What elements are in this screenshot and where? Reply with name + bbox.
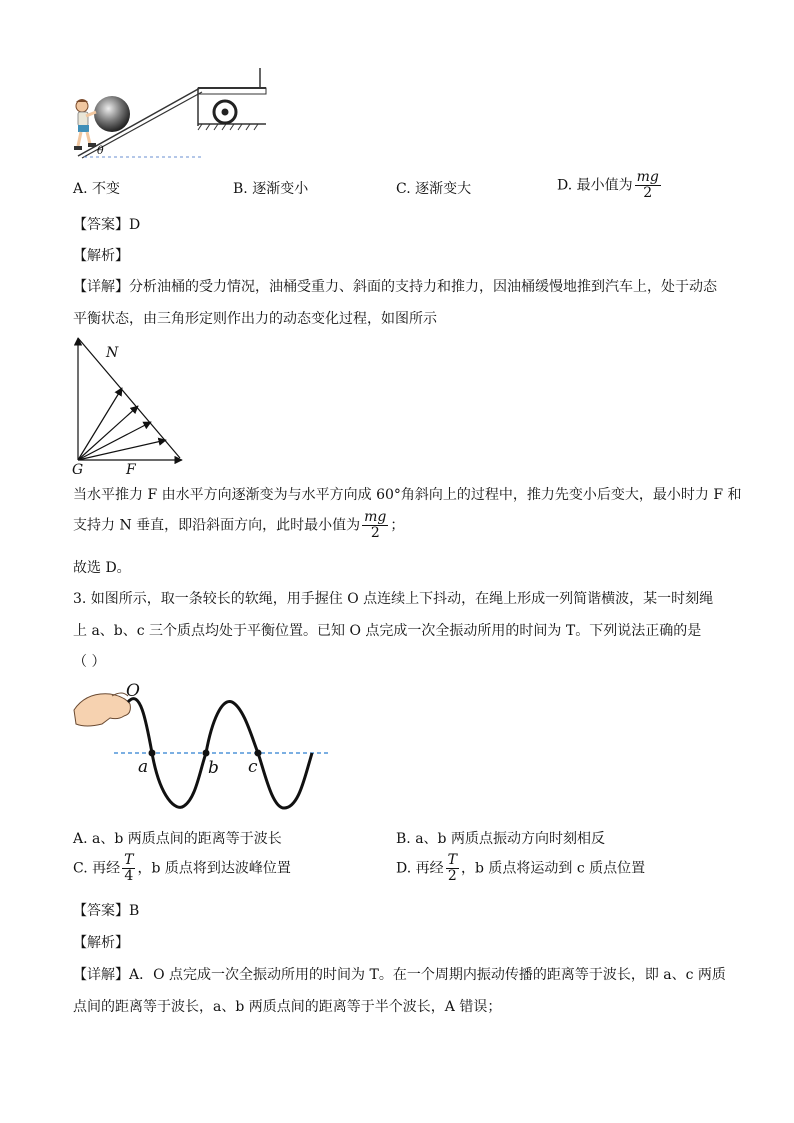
- option-d-suffix: ，b 质点将运动到 c 质点位置: [460, 860, 646, 877]
- q3-stem-bracket: （ ）: [73, 654, 106, 670]
- q2-analysis-title: 【解析】: [73, 248, 129, 264]
- q3-option-d: [396, 853, 645, 884]
- label-f: F: [126, 462, 136, 478]
- label-g: G: [72, 462, 84, 478]
- q3-detail-line-1: 【详解】A．O 点完成一次全振动所用的时间为 T。在一个周期内振动传播的距离等于波长，即 a、c 两质: [73, 967, 726, 983]
- q3-option-c: [73, 853, 291, 884]
- theta-label: θ: [97, 144, 104, 157]
- q2-answer: 【答案】D: [73, 217, 141, 233]
- q3-analysis-title: 【解析】: [73, 935, 129, 951]
- option-d-fraction: [446, 853, 459, 884]
- fraction-numerator: T: [124, 852, 134, 868]
- force-triangle-diagram: [70, 330, 200, 478]
- fraction-denominator: 4: [124, 868, 134, 884]
- conclusion-suffix: ；: [390, 517, 405, 534]
- option-d-prefix: D. 再经: [396, 860, 444, 877]
- label-o: O: [126, 681, 140, 701]
- option-b: B. 逐渐变小: [233, 181, 309, 197]
- q3-option-b: B. a、b 两质点振动方向时刻相反: [396, 831, 605, 847]
- option-c-fraction: [122, 853, 135, 884]
- label-a: a: [138, 757, 149, 777]
- option-d-fraction: [635, 170, 661, 201]
- q2-detail-line-2: 平衡状态，由三角形定则作出力的动态变化过程，如图所示: [73, 311, 437, 327]
- fraction-denominator: 2: [643, 185, 653, 201]
- fraction-numerator: mg: [636, 169, 659, 185]
- q2-conclusion-line-1: 当水平推力 F 由水平方向逐渐变为与水平方向成 60°角斜向上的过程中，推力先变小后变大，最小时力 F 和: [73, 487, 742, 503]
- q2-choice: 故选 D。: [73, 560, 131, 576]
- rope-wave-figure: [72, 680, 342, 815]
- label-b: b: [208, 758, 219, 778]
- label-n: N: [106, 345, 119, 361]
- option-c-prefix: C. 再经: [73, 860, 121, 877]
- option-d-text: D. 最小值为: [557, 177, 633, 194]
- option-a: A. 不变: [73, 181, 121, 197]
- q3-stem-line-1: 3. 如图所示，取一条较长的软绳，用手握住 O 点连续上下抖动，在绳上形成一列简谐横波，某一时刻绳: [73, 591, 714, 607]
- fraction-denominator: 2: [370, 525, 380, 541]
- q3-detail-line-2: 点间的距离等于波长，a、b 两质点间的距离等于半个波长，A 错误；: [73, 999, 502, 1015]
- fraction-numerator: T: [447, 852, 457, 868]
- incline-figure: [70, 66, 270, 166]
- option-c-suffix: ，b 质点将到达波峰位置: [137, 860, 291, 877]
- fraction-numerator: mg: [364, 509, 387, 525]
- option-c: C. 逐渐变大: [396, 181, 472, 197]
- q3-option-a: A. a、b 两质点间的距离等于波长: [73, 831, 282, 847]
- q2-detail-line-1: 【详解】分析油桶的受力情况，油桶受重力、斜面的支持力和推力，因油桶缓慢地推到汽车上，处于动态: [73, 279, 717, 295]
- fraction-denominator: 2: [447, 868, 457, 884]
- q3-stem-line-2: 上 a、b、c 三个质点均处于平衡位置。已知 O 点完成一次全振动所用的时间为 T。下列说法正确的是: [73, 623, 702, 639]
- option-d: [557, 170, 663, 201]
- conclusion-fraction: [362, 510, 388, 541]
- conclusion-text: 支持力 N 垂直，即沿斜面方向，此时最小值为: [73, 517, 361, 534]
- q3-answer: 【答案】B: [73, 903, 140, 919]
- q2-conclusion-line-2: [73, 510, 404, 541]
- label-c: c: [248, 757, 258, 777]
